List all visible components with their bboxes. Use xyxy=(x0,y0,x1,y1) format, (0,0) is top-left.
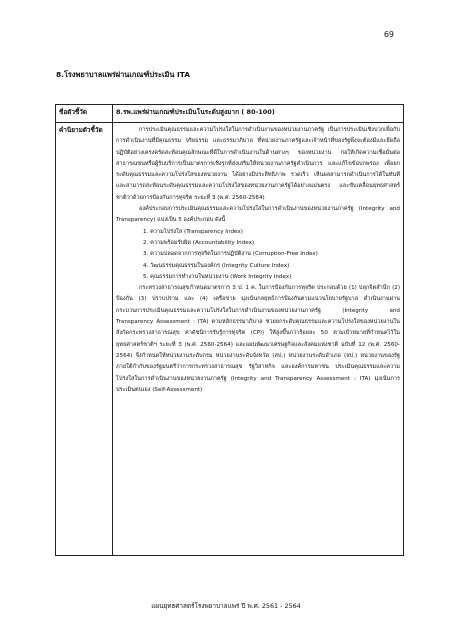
definition-paragraph-3: กระทรวงสาธารณสุขกำหนดมาตรการ 3 ป. 1 ค. ในการป้องกันการทุจริต ประกอบด้วย (1) ปลุกจิตสำนึก (2) ป้องกัน (3) ปราบปราม และ (4) เครือข่าย มุ่งเน้นกลยุทธ์การป้องกันตามแนวนโยบายรัฐบาล ดำเนินงานผ่านกระบวนการประเมินคุณธรรมและความโปร่งใสในการดำเนินงานของหน่วยงานภาครัฐ (Integrity and Transparency Assessment : ITA) ตามหลักธรรมาภิบาล ช่วยยกระดับคุณธรรมและความโปร่งใสของหน่วยงานในสังกัดกระทรวงสาธารณสุข ค่าดัชนีการรับรู้การทุจริต (CPI) ให้สูงขึ้นกว่าร้อยละ 50 ตามเป้าหมายที่กำหนดไว้ในยุทธศาสตร์ชาติฯ ระยะที่ 3 (พ.ศ. 2560-2564) และแผนพัฒนาเศรษฐกิจและสังคมแห่งชาติ ฉบับที่ 12 (พ.ศ. 2560-2564) จึงกำหนดให้หน่วยงานระดับกรม หน่วยงานระดับจังหวัด (สป.) หน่วยงานระดับอำเภอ (สป.) หน่วยงานของรัฐภายใต้กำกับของรัฐมนตรีว่าการกระทรวงสาธารณสุข รัฐวิสาหกิจ และองค์การมหาชน ประเมินคุณธรรมและความโปร่งใสในการดำเนินงานของหน่วยงานภาครัฐ (Integrity and Transparency Assessment : ITA) มุ่งเน้นการประเมินตนเอง (Self-Assessment) xyxy=(116,285,400,393)
page-footer: แผนยุทธศาสตร์โรงพยาบาลแพร่ ปี พ.ศ. 2561 - 2564 xyxy=(151,602,301,610)
definition-row xyxy=(56,123,404,556)
component-item: 2. ความพร้อมรับผิด (Accountability Index) xyxy=(143,239,255,246)
definition-paragraph-2: องค์ประกอบการประเมินคุณธรรมและความโปร่งใสในการดำเนินงานของหน่วยงานภาครัฐ (Integrity and Transparency) แบ่งเป็น 5 องค์ประกอบ ดังนี้ xyxy=(116,206,400,224)
page-number: 69 xyxy=(383,30,394,39)
section-heading: 8.โรงพยาบาลแพร่ผ่านเกณฑ์ประเมิน ITA xyxy=(56,70,190,79)
definition-paragraph-1: การประเมินคุณธรรมและความโปร่งใสในการดำเนินงานของหน่วยงานภาครัฐ เป็นการประเมินเชิงบวกเพื่อกับการดำเนินงานที่มีคุณธรรม จริยธรรม และธรรมาภิบาล ที่หน่วยงานภาครัฐและเจ้าหน้าที่ของรัฐพึงจะต้องมีและยึดถือปฏิบัติอย่างเคร่งครัดสะท้อนคุณลักษณะที่ดีในการดำเนินงานในด้านต่างๆ ของหน่วยงาน ก่อให้เกิดความเชื่อมั่นต่อสาธารณชนหรือผู้รับบริการเป็นมาตรการเชิงรุกที่ส่งเสริมให้หน่วยงานภาครัฐดำเนินการ และแก้ไขข้อบกพร่อง เพื่อยกระดับคุณธรรมและความโปร่งใสของหน่วยงาน ได้อย่างมีประสิทธิภาพ รวดเร็ว เห็นผลสามารถดำเนินการได้ในทันที และสามารถสะท้อนระดับคุณธรรมและความโปร่งใสของหน่วยงานภาครัฐได้อย่างแม่นตรง และขับเคลื่อนยุทธศาสตร์ชาติว่าด้วยการป้องกันการทุจริต ระยะที่ 3 (พ.ศ. 2560-2564) xyxy=(116,127,400,201)
indicator-name-label: ชื่อตัวชี้วัด xyxy=(56,105,113,123)
indicator-table xyxy=(55,104,404,556)
definition-content xyxy=(113,123,404,556)
component-item: 1. ความโปร่งใส (Transparency Index) xyxy=(143,228,243,235)
component-item: 3. ความปลอดจากการทุจริตในการปฏิบัติงาน (Corruption-Free Index) xyxy=(143,251,318,258)
component-item: 5. คุณธรรมการทำงานในหน่วยงาน (Work Integrity Index) xyxy=(143,273,292,280)
component-item: 4. วัฒนธรรมคุณธรรมในองค์กร (Integrity Culture Index) xyxy=(143,262,290,269)
definition-label: คำนิยามตัวชี้วัด xyxy=(56,123,113,556)
indicator-name-value: 8.รพ.แพร่ผ่านเกณฑ์ประเมินโนระดับสูงมาก ( 80-100) xyxy=(113,105,404,123)
indicator-name-row xyxy=(56,105,404,123)
